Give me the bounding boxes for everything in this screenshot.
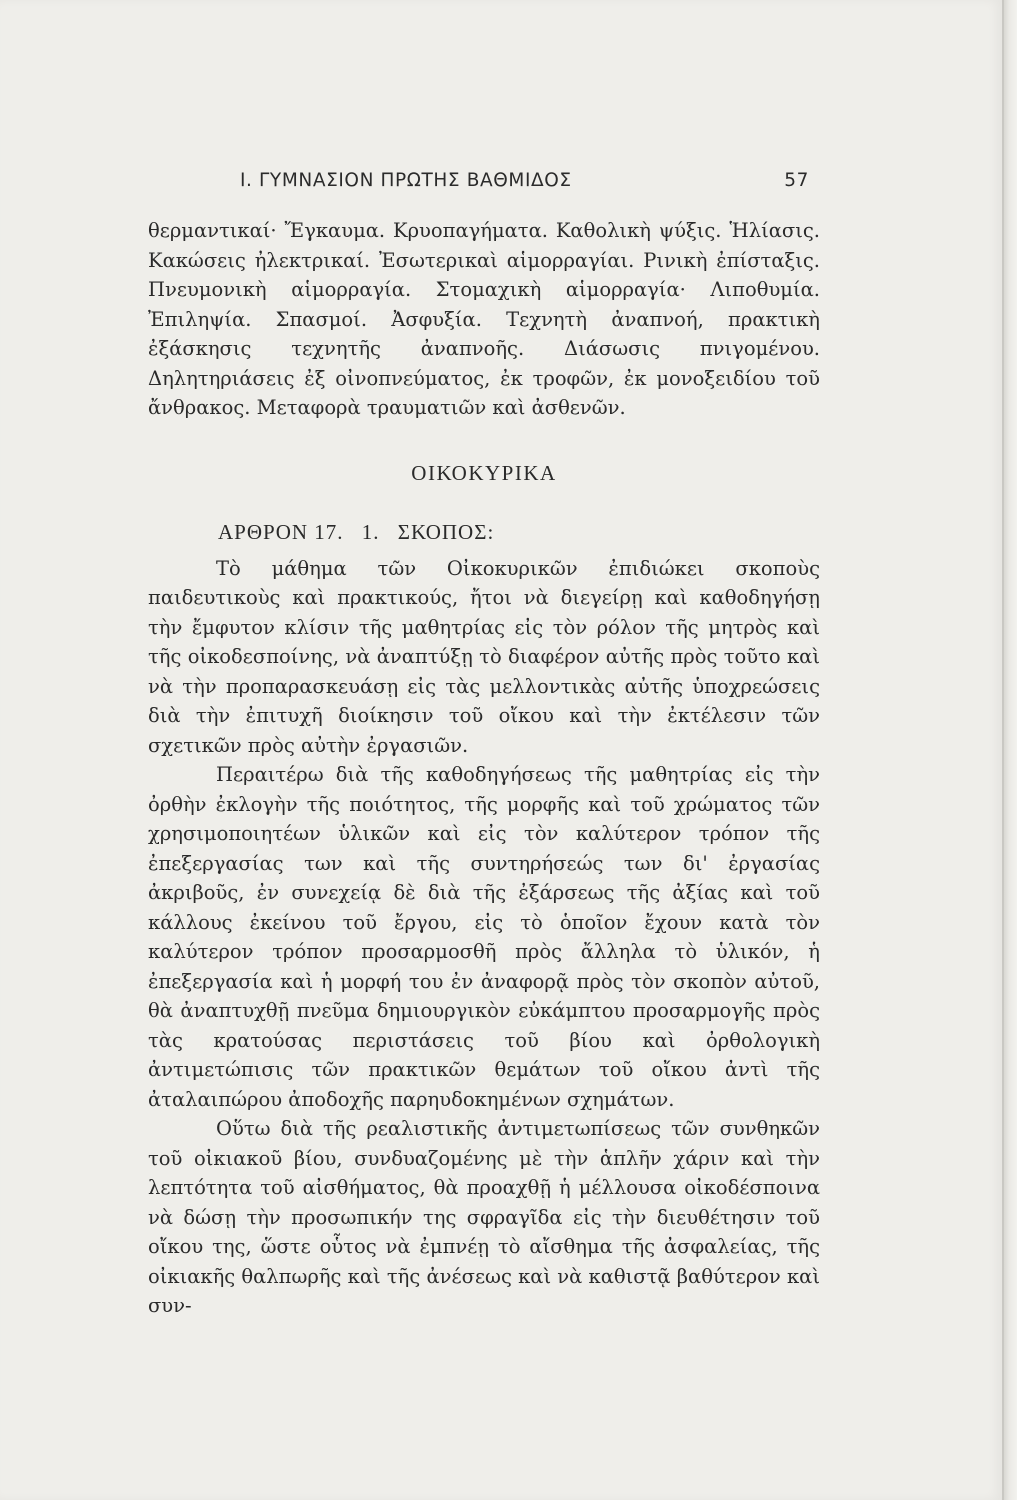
body-paragraph-guidance: Περαιτέρω διὰ τῆς καθοδηγήσεως τῆς μαθητρίας εἰς τὴν ὀρθὴν ἐκλογὴν τῆς ποιότητος, τῆς μορφῆς καὶ τοῦ χρώματος τῶν χρησιμοποιητέων ὑλικῶν καὶ εἰς τὸν καλύτερον τρόπον τῆς ἐπεξεργασίας των καὶ τῆς συντηρήσεώς των δι' ἐργασίας ἀκριβοῦς, ἐν συνεχείᾳ δὲ διὰ τῆς ἐξάρσεως τῆς ἀξίας καὶ τοῦ κάλλους ἐκείνου τοῦ ἔργου, εἰς τὸ ὁποῖον ἔχουν κατὰ τὸν καλύτερον τρόπον προσαρμοσθῆ πρὸς ἄλληλα τὸ ὑλικόν, ἡ ἐπεξεργασία καὶ ἡ μορφή του ἐν ἀναφορᾷ πρὸς τὸν σκοπὸν αὐτοῦ, θὰ ἀναπτυχθῇ πνεῦμα δημιουργικὸν εὐκάμπτου προσαρμογῆς πρὸς τὰς κρατούσας περιστάσεις τοῦ βίου καὶ ὀρθολογικὴ ἀντιμετώπισις τῶν πρακτικῶν θεμάτων τοῦ οἴκου ἀντὶ τῆς ἀταλαιπώρου ἀποδοχῆς παρηυδοκημένων σχημάτων. [148,763,820,1111]
intro-paragraph: θερμαντικαί· Ἔγκαυμα. Κρυοπαγήματα. Καθολικὴ ψύξις. Ἡλίασις. Κακώσεις ἠλεκτρικαί. Ἐσωτερικαὶ αἱμορραγίαι. Ρινικὴ ἐπίσταξις. Πνευμονικὴ αἱμορραγία. Στομαχικὴ αἱμορραγία· Λιποθυμία. Ἐπιληψία. Σπασμοί. Ἀσφυξία. Τεχνητὴ ἀναπνοή, πρακτικὴ ἐξάσκησις τεχνητῆς ἀναπνοῆς. Διάσωσις πνιγομένου. Δηλητηριάσεις ἐξ οἰνοπνεύματος, ἐκ τροφῶν, ἐκ μονοξειδίου τοῦ ἄνθρακος. Μεταφορὰ τραυματιῶν καὶ ἀσθενῶν. [148,219,820,419]
article-heading [148,518,820,548]
page-body [148,216,820,1321]
body-paragraph-purpose: Τὸ μάθημα τῶν Οἰκοκυρικῶν ἐπιδιώκει σκοποὺς παιδευτικοὺς καὶ πρακτικούς, ἤτοι νὰ διεγείρῃ καὶ καθοδηγήσῃ τὴν ἔμφυτον κλίσιν τῆς μαθητρίας εἰς τὸν ρόλον τῆς μητρὸς καὶ τῆς οἰκοδεσποίνης, νὰ ἀναπτύξῃ τὸ διαφέρον αὐτῆς πρὸς τοῦτο καὶ νὰ τὴν προπαρασκευάσῃ εἰς τὰς μελλοντικὰς αὐτῆς ὑποχρεώσεις διὰ τὴν ἐπιτυχῆ διοίκησιν τοῦ οἴκου καὶ τὴν ἐκτέλεσιν τῶν σχετικῶν πρὸς αὐτὴν ἐργασιῶν. [148,556,820,757]
page-number: 57 [784,170,809,191]
page-edge [1004,0,1017,1500]
article-subject: ΣΚΟΠΟΣ: [397,520,495,544]
header-title: Ι. ΓΥΜΝΑΣΙΟΝ ΠΡΩΤΗΣ ΒΑΘΜΙΔΟΣ [240,170,572,191]
running-header [240,170,815,198]
article-label: ΑΡΘΡΟΝ 17. [218,520,344,544]
body-paragraph-realism: Οὕτω διὰ τῆς ρεαλιστικῆς ἀντιμετωπίσεως τῶν συνθηκῶν τοῦ οἰκιακοῦ βίου, συνδυαζομένης μὲ τὴν ἁπλῆν χάριν καὶ τὴν λεπτότητα τοῦ αἰσθήματος, θὰ προαχθῇ ἡ μέλλουσα οἰκοδέσποινα νὰ δώσῃ τὴν προσωπικήν της σφραγῖδα εἰς τὴν διευθέτησιν τοῦ οἴκου της, ὥστε οὗτος νὰ ἐμπνέῃ τὸ αἴσθημα τῆς ἀσφαλείας, τῆς οἰκιακῆς θαλπωρῆς καὶ τῆς ἀνέσεως καὶ νὰ καθιστᾷ βαθύτερον καὶ συν- [148,1117,820,1317]
section-title: ΟΙΚΟΚΥΡΙΚΑ [411,460,557,485]
article-number: 1. [361,520,380,544]
